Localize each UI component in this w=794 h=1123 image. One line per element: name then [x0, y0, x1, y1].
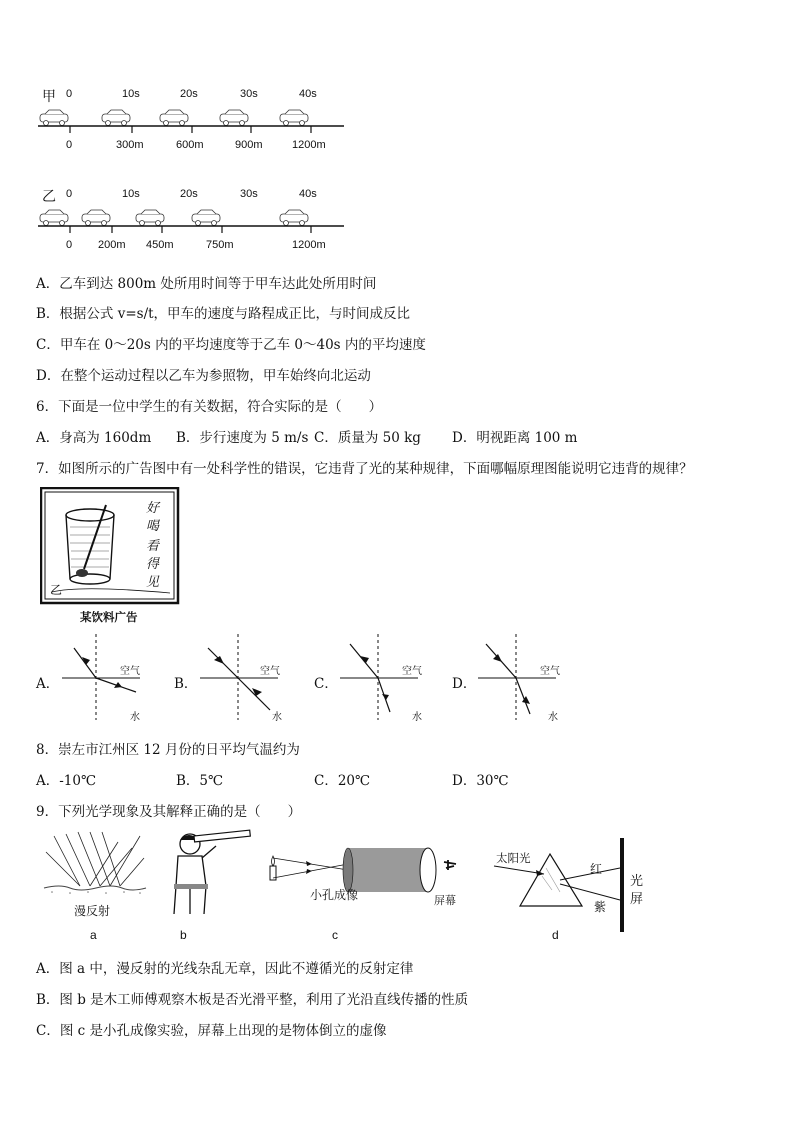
water-label: 水 — [412, 712, 422, 723]
distance-label: 1200m — [292, 139, 326, 151]
distance-label: 600m — [176, 139, 204, 151]
figure-letter-d: d — [552, 928, 559, 942]
q6-option-b: B．步行速度为 5 m/s — [176, 430, 309, 446]
q9-figure-c — [262, 830, 472, 944]
figure-letter-b: b — [180, 928, 187, 942]
timeline-yi-track — [36, 208, 356, 234]
q9-figure-b — [160, 826, 260, 944]
q9-stem: 9．下列光学现象及其解释正确的是（ ） — [36, 804, 302, 820]
option-letter: A． — [36, 676, 60, 692]
q9-option-c: C．图 c 是小孔成像实验，屏幕上出现的是物体倒立的虚像 — [36, 1023, 387, 1039]
purple-label: 紫 — [594, 900, 607, 914]
car-icon — [192, 210, 220, 226]
q9-figure-a — [40, 828, 150, 944]
ad-text: 好 — [146, 501, 160, 516]
q6-stem: 6．下面是一位中学生的有关数据，符合实际的是（ ） — [36, 399, 383, 415]
red-label: 红 — [590, 862, 603, 876]
water-label: 水 — [130, 712, 140, 723]
distance-label: 0 — [66, 239, 73, 251]
q9-figure-d — [490, 834, 660, 944]
distance-label: 300m — [116, 139, 144, 151]
refraction-c-svg — [338, 632, 448, 722]
car-icon — [280, 110, 308, 126]
q5-option-d: D．在整个运动过程以乙车为参照物，甲车始终向北运动 — [36, 368, 371, 384]
q5-option-c: C．甲车在 0～20s 内的平均速度等于乙车 0～40s 内的平均速度 — [36, 337, 426, 353]
time-label: 30s — [240, 88, 258, 100]
q6-option-d: D．明视距离 100 m — [452, 430, 578, 446]
time-label: 0 — [66, 188, 73, 200]
timeline-yi-label: 乙 — [42, 189, 56, 205]
q8-option-d: D．30℃ — [452, 773, 509, 789]
distance-label: 1200m — [292, 239, 326, 251]
q9-option-a: A．图 a 中，漫反射的光线杂乱无章，因此不遵循光的反射定律 — [36, 961, 414, 977]
pinhole-svg — [262, 830, 472, 900]
q8-option-c: C．20℃ — [314, 773, 371, 789]
distance-label: 0 — [66, 139, 73, 151]
diffuse-reflection-svg — [40, 828, 150, 898]
air-label: 空气 — [260, 666, 280, 677]
ad-figure — [40, 487, 180, 627]
car-icon — [40, 210, 68, 226]
distance-label: 450m — [146, 239, 174, 251]
q8-option-a: A．-10℃ — [36, 773, 97, 789]
light-screen-label: 屏 — [630, 891, 644, 906]
q8-option-b: B．5℃ — [176, 773, 224, 789]
ad-text: 喝 — [146, 519, 160, 534]
car-icon — [280, 210, 308, 226]
q8-stem: 8．崇左市江州区 12 月份的日平均气温约为 — [36, 742, 300, 758]
time-label: 10s — [122, 88, 140, 100]
distance-label: 900m — [235, 139, 263, 151]
q9-option-b: B．图 b 是木工师傅观察木板是否光滑平整，利用了光沿直线传播的性质 — [36, 992, 469, 1008]
timeline-yi — [36, 184, 356, 256]
refraction-diagram-a — [36, 632, 166, 724]
pinhole-caption: 小孔成像 — [310, 888, 359, 902]
diffuse-caption: 漫反射 — [74, 904, 111, 918]
light-screen-label: 光 — [630, 873, 644, 888]
q6-option-a: A．身高为 160dm — [36, 430, 152, 446]
ad-text: 得 — [146, 557, 160, 572]
option-letter: C． — [314, 676, 338, 692]
car-icon — [40, 110, 68, 126]
refraction-b-svg — [198, 632, 308, 722]
ad-corner-label: 乙 — [50, 583, 63, 597]
timeline-jia — [36, 84, 356, 156]
time-label: 20s — [180, 188, 198, 200]
time-label: 30s — [240, 188, 258, 200]
refraction-diagram-d — [452, 632, 582, 724]
distance-label: 750m — [206, 239, 234, 251]
refraction-diagram-b — [174, 632, 304, 724]
q6-option-c: C．质量为 50 kg — [314, 430, 421, 446]
time-label: 40s — [299, 88, 317, 100]
air-label: 空气 — [402, 666, 422, 677]
ad-text: 看 — [146, 539, 160, 554]
car-icon — [160, 110, 188, 126]
timeline-jia-track — [36, 108, 356, 134]
option-letter: D． — [452, 676, 477, 692]
water-label: 水 — [272, 712, 282, 723]
figure-letter-c: c — [332, 928, 338, 942]
distance-label: 200m — [98, 239, 126, 251]
time-label: 0 — [66, 88, 73, 100]
car-icon — [220, 110, 248, 126]
air-label: 空气 — [120, 666, 140, 677]
option-letter: B． — [174, 676, 198, 692]
time-label: 20s — [180, 88, 198, 100]
water-label: 水 — [548, 712, 558, 723]
sunlight-label: 太阳光 — [496, 853, 531, 865]
figure-letter-a: a — [90, 928, 97, 942]
q7-stem: 7．如图所示的广告图中有一处科学性的错误，它违背了光的某种规律，下面哪幅原理图能说明它违背的规律？ — [36, 461, 693, 477]
ad-text: 见 — [146, 575, 160, 590]
car-icon — [136, 210, 164, 226]
q5-option-a: A．乙车到达 800m 处所用时间等于甲车达此处所用时间 — [36, 276, 377, 292]
refraction-d-svg — [476, 632, 586, 722]
refraction-diagram-c — [314, 632, 444, 724]
timeline-jia-label: 甲 — [42, 89, 56, 105]
time-label: 40s — [299, 188, 317, 200]
screen-label: 屏幕 — [434, 895, 456, 907]
air-label: 空气 — [540, 666, 560, 677]
car-icon — [102, 110, 130, 126]
time-label: 10s — [122, 188, 140, 200]
ad-caption: 某饮料广告 — [80, 612, 138, 624]
q5-option-b: B．根据公式 v=s/t，甲车的速度与路程成正比，与时间成反比 — [36, 306, 411, 322]
car-icon — [82, 210, 110, 226]
carpenter-icon — [160, 826, 260, 918]
refraction-a-svg — [60, 632, 170, 722]
